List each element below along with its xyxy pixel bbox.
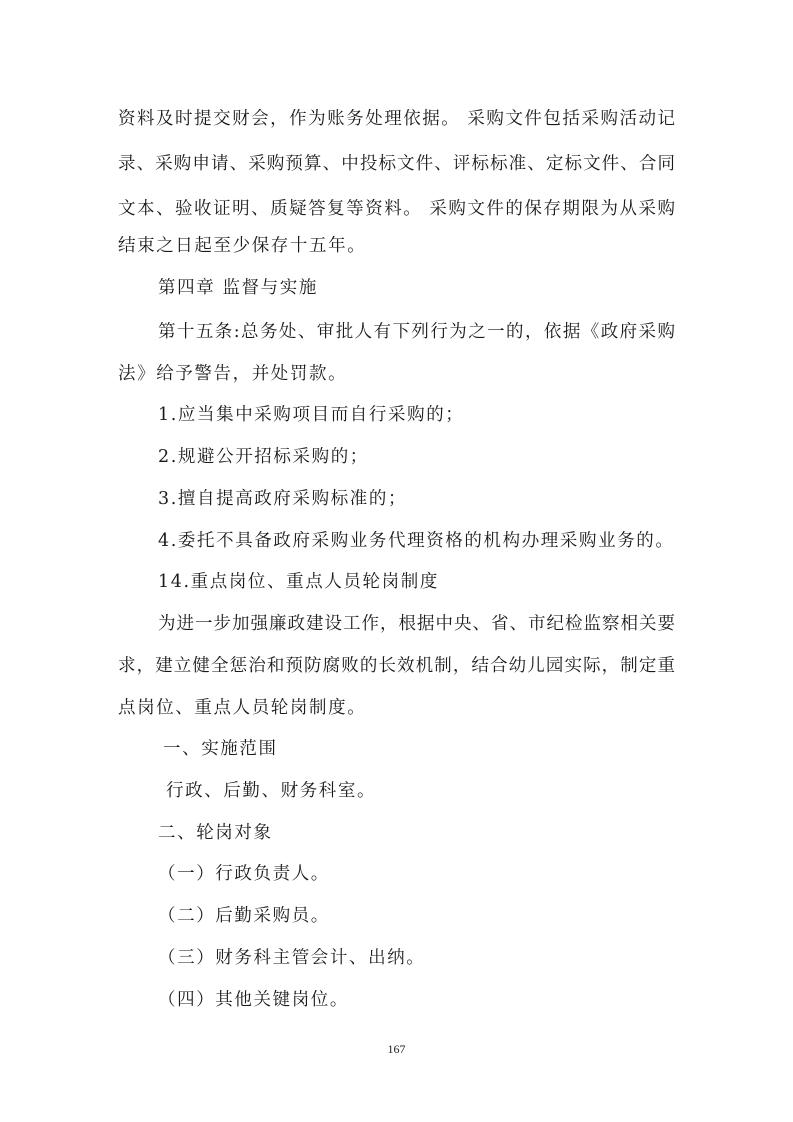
- list-item: 1.应当集中采购项目而自行采购的；: [158, 405, 465, 425]
- list-item: 3.擅自提高政府采购标准的；: [158, 489, 408, 509]
- text-line: 文本、验收证明、质疑答复等资料。 采购文件的保存期限为从采购: [118, 199, 675, 219]
- subsection-heading: 二、轮岗对象: [158, 823, 273, 843]
- subsection-heading: 一、实施范围: [163, 739, 278, 759]
- list-item: （三）财务科主管会计、出纳。: [158, 948, 426, 968]
- text-line: 行政、后勤、财务科室。: [166, 781, 377, 801]
- chapter-heading: 第四章 监督与实施: [158, 278, 318, 298]
- list-item: 2.规避公开招标采购的；: [158, 447, 369, 467]
- text-line: 资料及时提交财会，作为账务处理依据。 采购文件包括采购活动记: [118, 109, 675, 129]
- text-line: 法》给予警告，并处罚款。: [118, 364, 348, 384]
- text-line: 录、采购申请、采购预算、中投标文件、评标标准、定标文件、合同: [118, 154, 675, 174]
- list-item: （二）后勤采购员。: [158, 906, 330, 926]
- text-line: 点岗位、重点人员轮岗制度。: [118, 698, 367, 718]
- list-item: 4.委托不具备政府采购业务代理资格的机构办理采购业务的。: [158, 531, 675, 551]
- page-number: 167: [387, 1042, 406, 1056]
- text-line: 结束之日起至少保存十五年。: [118, 236, 367, 256]
- list-item: （一）行政负责人。: [158, 864, 330, 884]
- section-heading: 14.重点岗位、重点人员轮岗制度: [158, 572, 439, 592]
- text-line: 第十五条:总务处、审批人有下列行为之一的，依据《政府采购: [158, 322, 675, 342]
- list-item: （四）其他关键岗位。: [158, 990, 349, 1010]
- text-line: 为进一步加强廉政建设工作，根据中央、省、市纪检监察相关要: [158, 614, 675, 634]
- text-line: 求，建立健全惩治和预防腐败的长效机制，结合幼儿园实际，制定重: [118, 656, 675, 676]
